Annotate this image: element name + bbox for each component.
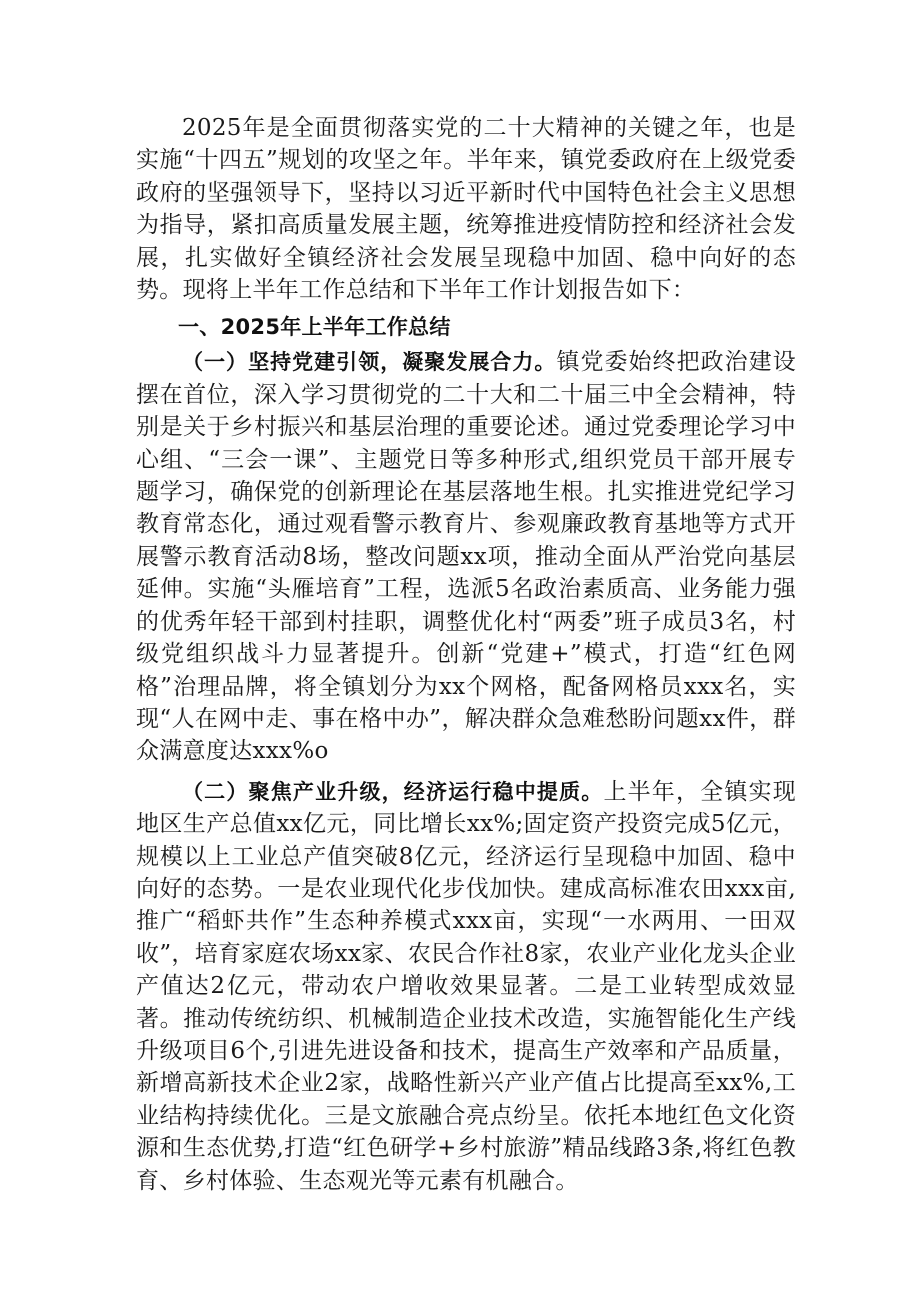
subsection-2-paragraph (136, 776, 796, 1197)
subsection-2-heading: （二）聚焦产业升级，经济运行稳中提质。 (182, 779, 604, 804)
subsection-1-body: 镇党委始终把政治建设摆在首位，深入学习贯彻党的二十大和二十届三中全会精神，特别是关于乡村振兴和基层治理的重要论述。通过党委理论学习中心组、“三会一课”、主题党日等多种形式,组织党员干部开展专题学习，确保党的创新理论在基层落地生根。扎实推进党纪学习教育常态化，通过观看警示教育片、参观廉政教育基地等方式开展警示教育活动8场，整改问题xx项，推动全面从严治党向基层延伸。实施“头雁培育”工程，选派5名政治素质高、业务能力强的优秀年轻干部到村挂职，调整优化村“两委”班子成员3名，村级党组织战斗力显著提升。创新“党建+”模式，打造“红色网格”治理品牌，将全镇划分为xx个网格，配备网格员xxx名，实现“人在网中走、事在格中办”，解决群众急难愁盼问题xx件，群众满意度达xxx%o (136, 349, 796, 765)
document-body (136, 112, 796, 1197)
subsection-2-body: 上半年，全镇实现地区生产总值xx亿元，同比增长xx%;固定资产投资完成5亿元，规模以上工业总产值突破8亿元，经济运行呈现稳中加固、稳中向好的态势。一是农业现代化步伐加快。建成高标准农田xxx亩,推广“稻虾共作”生态种养模式xxx亩，实现“一水两用、一田双收”，培育家庭农场xx家、农民合作社8家，农业产业化龙头企业产值达2亿元，带动农户增收效果显著。二是工业转型成效显著。推动传统纺织、机械制造企业技术改造，实施智能化生产线升级项目6个,引进先进设备和技术，提高生产效率和产品质量，新增高新技术企业2家，战略性新兴产业产值占比提高至xx%,工业结构持续优化。三是文旅融合亮点纷呈。依托本地红色文化资源和生态优势,打造“红色研学+乡村旅游”精品线路3条,将红色教育、乡村体验、生态观光等元素有机融合。 (136, 778, 797, 1194)
intro-paragraph: 2025年是全面贯彻落实党的二十大精神的关键之年，也是实施“十四五”规划的攻坚之年。半年来，镇党委政府在上级党委政府的坚强领导下，坚持以习近平新时代中国特色社会主义思想为指导，紧扣高质量发展主题，统筹推进疫情防控和经济社会发展，扎实做好全镇经济社会发展呈现稳中加固、稳中向好的态势。现将上半年工作总结和下半年工作计划报告如下： (136, 115, 796, 304)
subsection-1-paragraph (136, 346, 796, 767)
section-heading: 一、2025年上半年工作总结 (178, 315, 451, 340)
subsection-1-heading: （一）坚持党建引领，凝聚发展合力。 (182, 350, 557, 375)
